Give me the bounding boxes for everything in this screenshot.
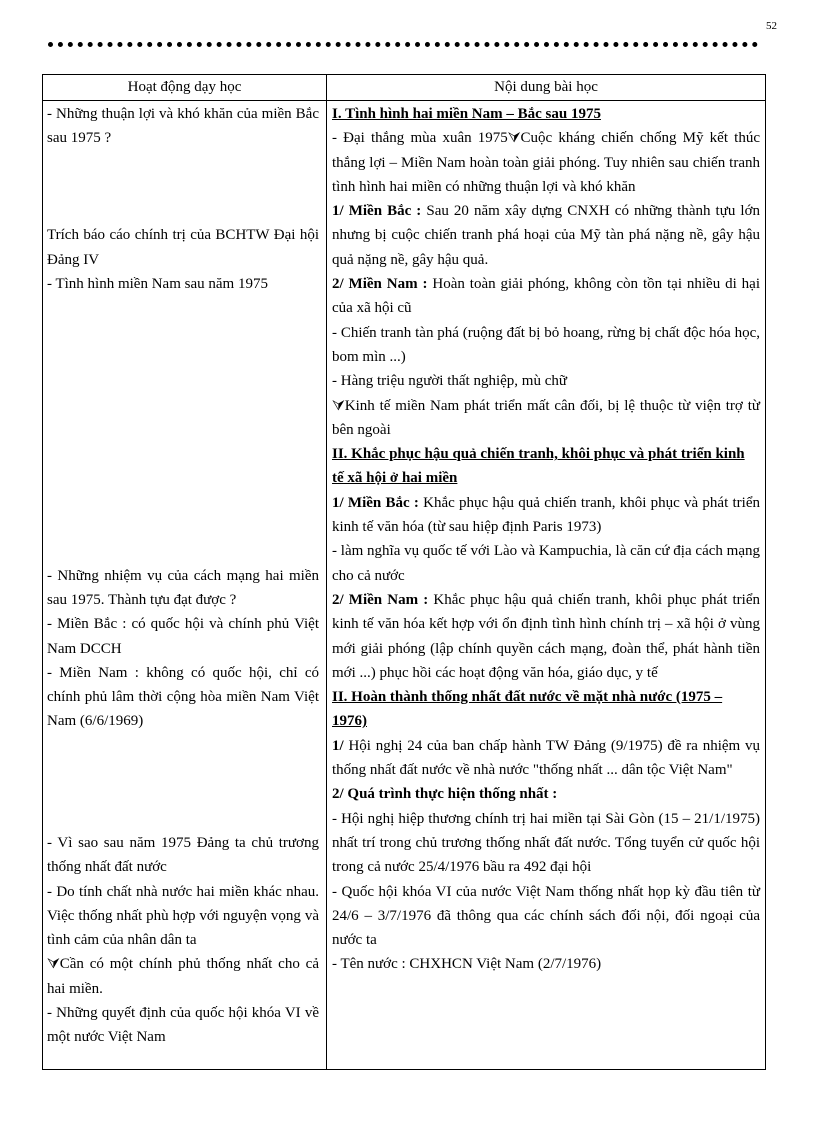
header-activities: Hoạt động dạy học bbox=[127, 79, 242, 95]
lesson-table bbox=[42, 74, 766, 1070]
content-paragraph: ⮛Kinh tế miền Nam phát triển mất cân đối, bị lệ thuộc từ viện trợ từ bên ngoài bbox=[332, 397, 760, 438]
left-item: Trích báo cáo chính trị của BCHTW Đại hội Đảng IV bbox=[47, 227, 319, 268]
left-item: - Do tính chất nhà nước hai miền khác nhau. Việc thống nhất phù hợp với nguyện vọng và tình cảm của nhân dân ta bbox=[47, 883, 319, 949]
header-dotted-rule bbox=[48, 42, 758, 47]
left-item: ⮛Cần có một chính phủ thống nhất cho cả hai miền. bbox=[47, 956, 319, 997]
content-column bbox=[332, 102, 760, 977]
content-paragraph: - Hội nghị hiệp thương chính trị hai miền tại Sài Gòn (15 – 21/1/1975) nhất trí trong chủ trương thống nhất đất nước. Tổng tuyển cử quốc hội trong cả nước 25/4/1976 bầu ra 492 đại hội bbox=[332, 810, 760, 876]
content-paragraph: - Chiến tranh tàn phá (ruộng đất bị bỏ hoang, rừng bị chất độc hóa học, bom mìn ...) bbox=[332, 324, 760, 365]
left-item: - Vì sao sau năm 1975 Đảng ta chủ trương thống nhất đất nước bbox=[47, 834, 319, 876]
left-item: - Những nhiệm vụ của cách mạng hai miền sau 1975. Thành tựu đạt được ? bbox=[47, 567, 319, 608]
content-paragraph: 2/ Miền Nam : Hoàn toàn giải phóng, không còn tồn tại nhiều di hại của xã hội cũ bbox=[332, 276, 760, 317]
content-paragraph: 1/ Miền Bắc : Sau 20 năm xây dựng CNXH có những thành tựu lớn nhưng bị cuộc chiến tranh phá hoại của Mỹ tàn phá nặng nề, gây hậu quả nặng nề, gây hậu quả. bbox=[332, 203, 761, 268]
left-item: - Tình hình miền Nam sau năm 1975 bbox=[47, 276, 268, 293]
column-divider bbox=[326, 75, 327, 1069]
activities-column bbox=[47, 102, 319, 1050]
left-item: - Những quyết định của quốc hội khóa VI về một nước Việt Nam bbox=[47, 1004, 319, 1046]
page-number: 52 bbox=[766, 20, 777, 32]
header-content: Nội dung bài học bbox=[494, 79, 598, 95]
content-paragraph: - Tên nước : CHXHCN Việt Nam (2/7/1976) bbox=[332, 956, 602, 973]
left-item: - Những thuận lợi và khó khăn của miền Bắc sau 1975 ? bbox=[47, 106, 319, 147]
content-paragraph: 2/ Miền Nam : Khắc phục hậu quả chiến tranh, khôi phục phát triển kinh tế văn hóa kết hợp với ổn định tình hình chính trị – xã hội ở vùng mới giải phóng (lập chính quyền cách mạng, đoàn thể, phát hành tiền mới ...) phục hồi các hoạt động văn hóa, giáo dục, y tế bbox=[332, 591, 760, 681]
section-1-title: I. Tình hình hai miền Nam – Bắc sau 1975 bbox=[332, 106, 601, 122]
content-paragraph: 1/ Miền Bắc : Khắc phục hậu quả chiến tranh, khôi phục và phát triển kinh tế văn hóa (từ sau hiệp định Paris 1973) bbox=[332, 494, 760, 536]
left-item: - Miền Bắc : có quốc hội và chính phủ Việt Nam DCCH bbox=[47, 616, 319, 657]
table-header-row bbox=[43, 75, 765, 101]
content-paragraph: - Hàng triệu người thất nghiệp, mù chữ bbox=[332, 373, 567, 390]
content-paragraph: 1/ Hội nghị 24 của ban chấp hành TW Đảng (9/1975) đề ra nhiệm vụ thống nhất đất nước về nhà nước "thống nhất ... dân tộc Việt Nam" bbox=[332, 737, 760, 779]
left-item: - Miền Nam : không có quốc hội, chỉ có chính phủ lâm thời cộng hòa miền Nam Việt Nam (6/6/1969) bbox=[47, 664, 319, 730]
section-2-title: II. Khắc phục hậu quả chiến tranh, khôi phục và phát triển kinh tế xã hội ở hai miền bbox=[332, 446, 745, 487]
section-3-title: II. Hoàn thành thống nhất đất nước về mặt nhà nước (1975 – 1976) bbox=[332, 689, 723, 730]
content-paragraph: - Quốc hội khóa VI của nước Việt Nam thống nhất họp kỳ đầu tiên từ 24/6 – 3/7/1976 đã thông qua các chính sách đối nội, đối ngoại của nước ta bbox=[332, 883, 760, 949]
content-paragraph: - làm nghĩa vụ quốc tế với Lào và Kampuchia, là căn cứ địa cách mạng cho cả nước bbox=[332, 543, 760, 584]
content-paragraph: - Đại thắng mùa xuân 1975⮛Cuộc kháng chiến chống Mỹ kết thúc thắng lợi – Miền Nam hoàn toàn giải phóng. Tuy nhiên sau chiến tranh tình hình hai miền có những thuận lợi và khó khăn bbox=[332, 130, 760, 195]
subsection-title: 2/ Quá trình thực hiện thống nhất : bbox=[332, 786, 558, 803]
